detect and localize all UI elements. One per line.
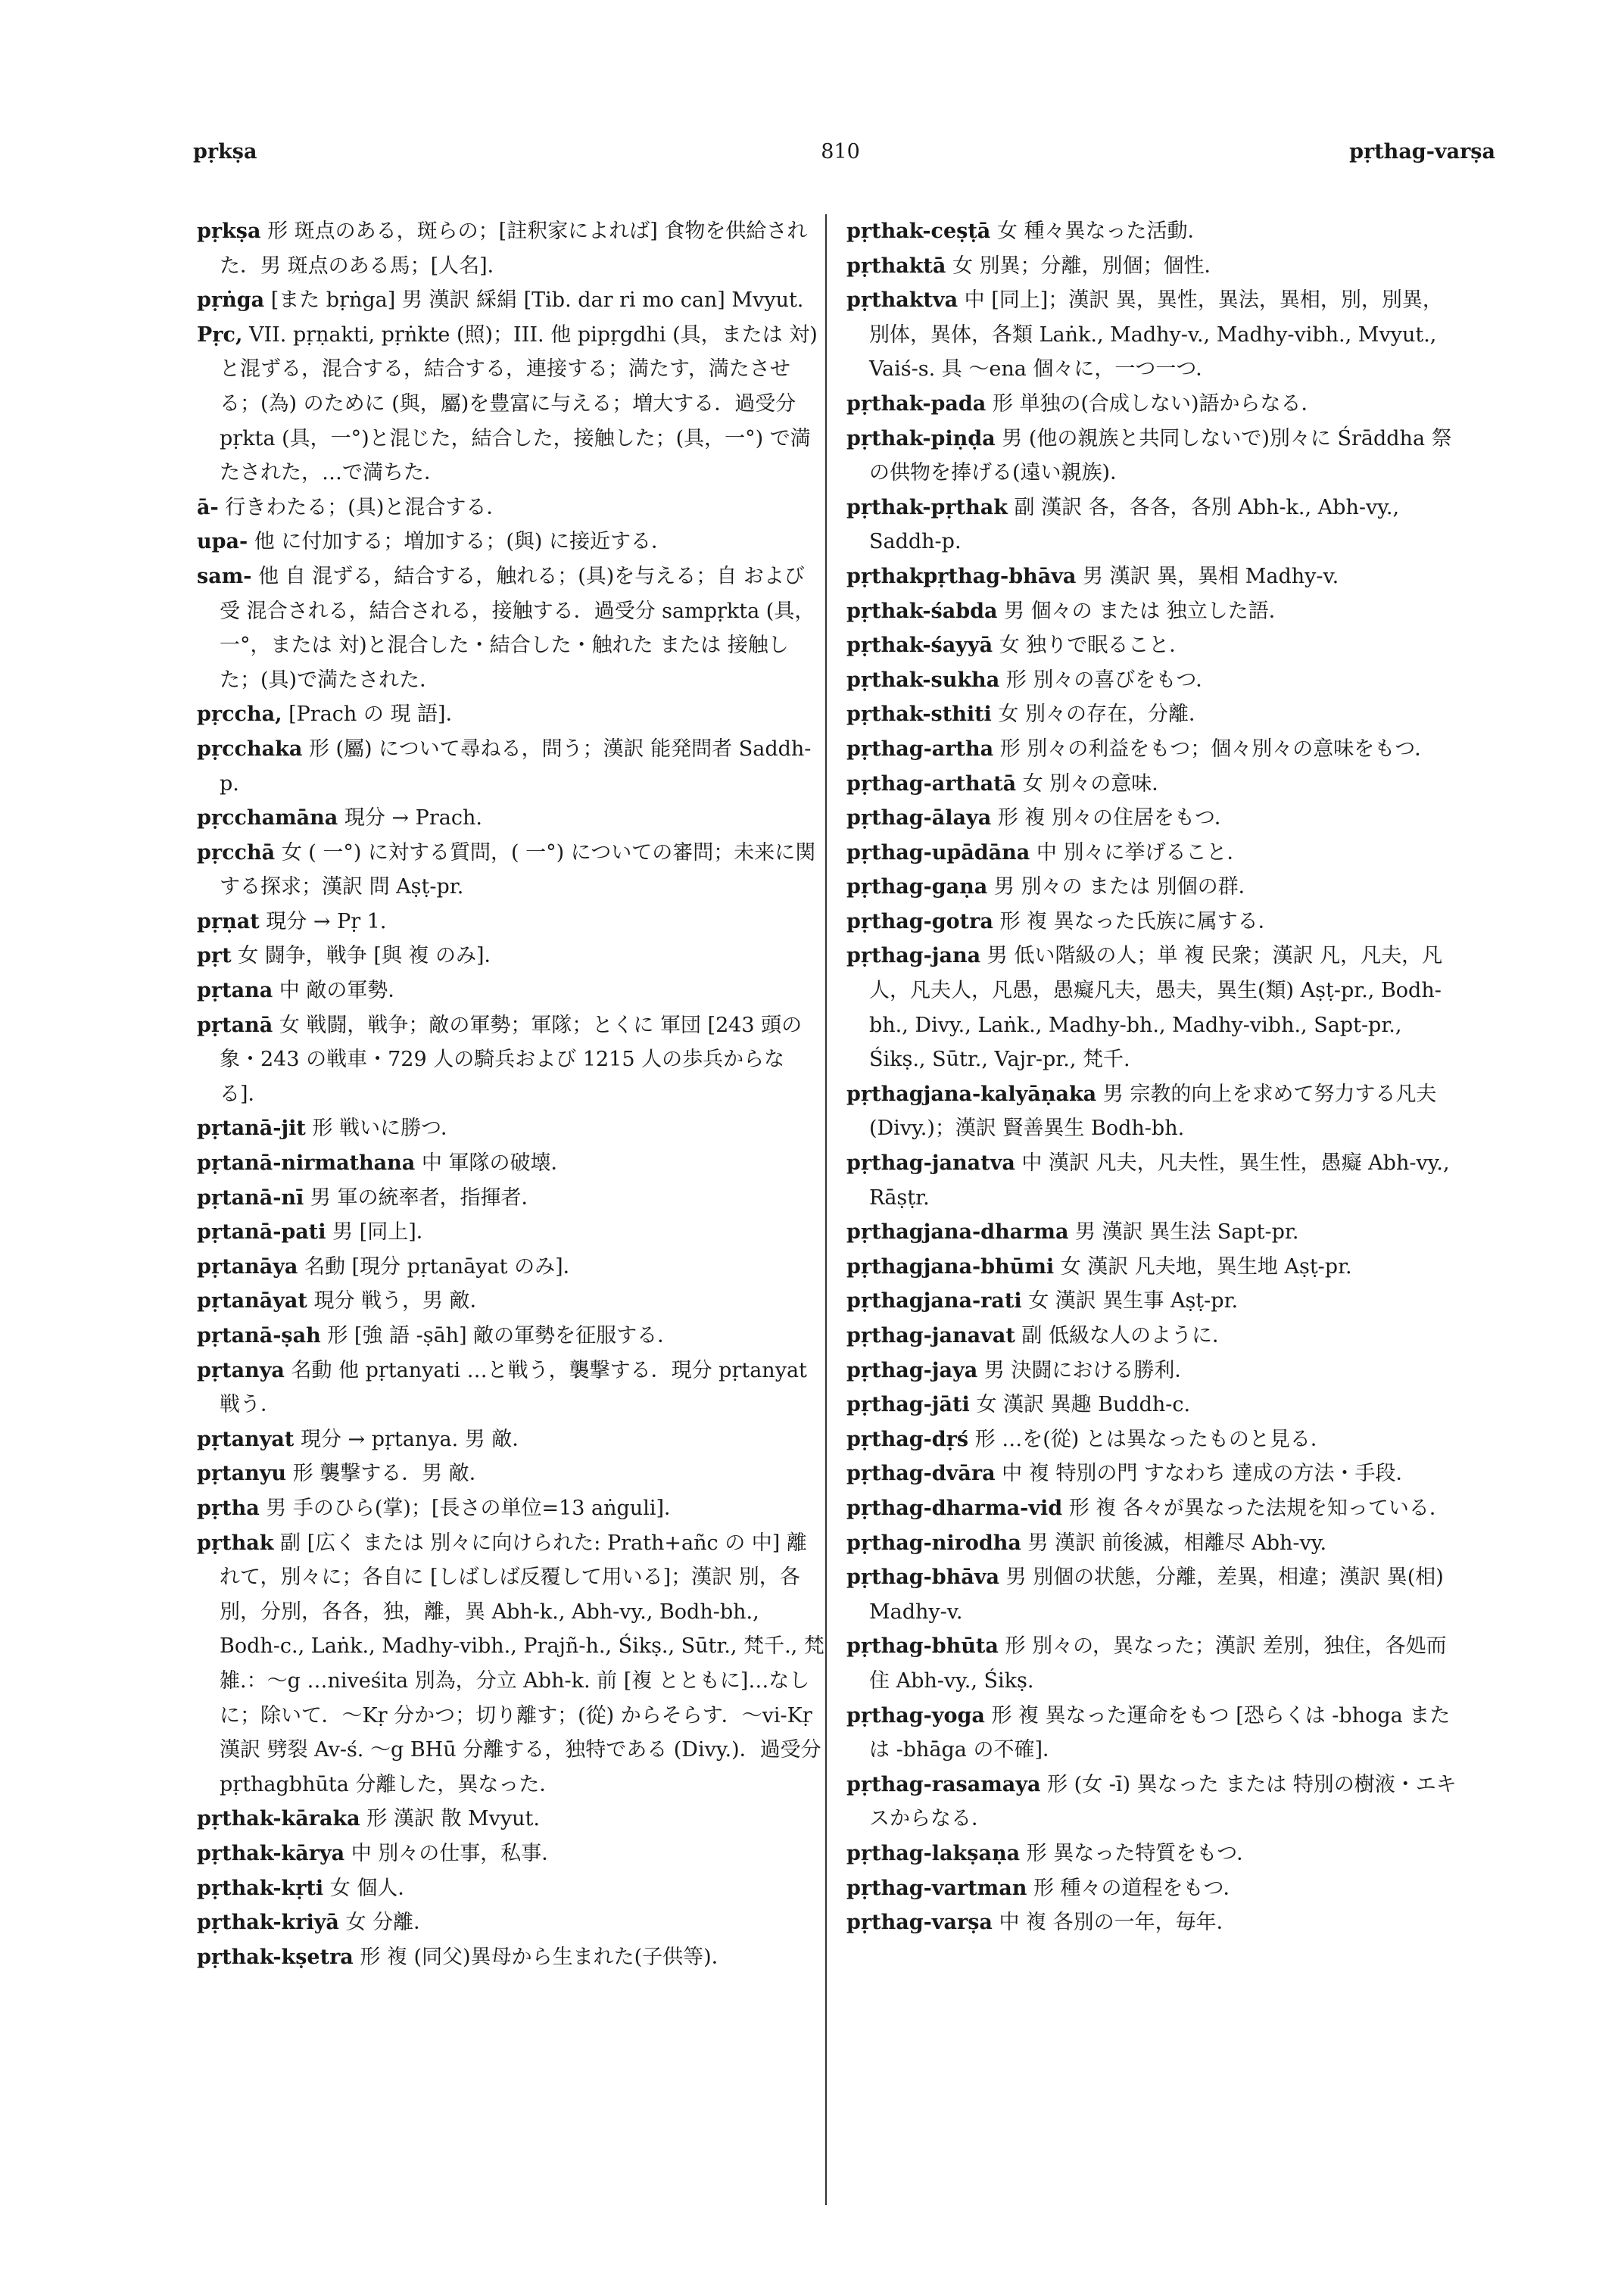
dictionary-entry xyxy=(197,318,825,491)
entry-headword: pṛthag-vartman xyxy=(846,1876,1027,1900)
entry-definition: 中 敵の軍勢． xyxy=(273,979,409,1003)
dictionary-entry xyxy=(197,1284,825,1319)
entry-definition: 形 (女 -ī) 異なった または 特別の樹液・エキスからなる． xyxy=(869,1772,1457,1831)
entry-headword: pṛthag-ālaya xyxy=(846,806,992,830)
header-right-guideword: pṛthag-varṣa xyxy=(1349,140,1495,164)
entry-definition: 中 別々に挙げること． xyxy=(1030,840,1248,865)
entry-definition: 行きわたる；(具)と混合する． xyxy=(218,495,507,519)
entry-definition: 形 別々の喜びをもつ． xyxy=(999,668,1217,692)
dictionary-entry xyxy=(846,1526,1460,1561)
dictionary-entry xyxy=(197,836,825,905)
dictionary-entry xyxy=(846,283,1460,387)
dictionary-entry xyxy=(846,939,1460,1076)
entry-headword: pṛccha, xyxy=(197,703,282,727)
entry-headword: pṛthag-dṛś xyxy=(846,1427,969,1451)
dictionary-entry xyxy=(197,732,825,801)
entry-definition: 男 手のひら(掌)；[長さの単位=13 aṅguli]． xyxy=(259,1496,684,1520)
right-column xyxy=(846,214,1460,1940)
entry-headword: pṛthag-gaṇa xyxy=(846,875,988,899)
entry-headword: pṛthak-piṇḍa xyxy=(846,426,996,450)
dictionary-entry xyxy=(846,1422,1460,1457)
entry-headword: pṛtana xyxy=(197,979,273,1003)
entry-headword: pṛṇat xyxy=(197,909,260,933)
entry-headword: pṛthag-dvāra xyxy=(846,1462,996,1486)
entry-definition: 形 別々の，異なった；漢訳 差別，独住，各処而住 Abh-vy., Śikṣ. xyxy=(869,1634,1447,1693)
entry-headword: pṛthag-rasamaya xyxy=(846,1772,1041,1796)
entry-headword: pṛthak-pada xyxy=(846,391,987,416)
entry-headword: pṛthag-bhūta xyxy=(846,1634,999,1659)
entry-definition: 現分 → Prach. xyxy=(338,806,482,830)
entry-headword: upa- xyxy=(197,530,248,554)
entry-headword: pṛthag-artha xyxy=(846,737,994,761)
entry-headword: pṛthag-arthatā xyxy=(846,771,1017,796)
entry-definition: 男 低い階級の人；単 複 民衆；漢訳 凡，凡夫，凡人，凡夫人，凡愚，愚癡凡夫，愚夫，異生(類) Aṣṭ-pr., Bodh-bh., Divy., Laṅk., Madhy-bh., Madhy-vibh., Sapt-pr., Śikṣ., Sūtr., Vajr-pr., 梵千. xyxy=(869,944,1443,1072)
dictionary-entry xyxy=(197,1491,825,1526)
entry-headword: pṛthaktva xyxy=(846,288,959,313)
dictionary-entry xyxy=(846,1629,1460,1698)
entry-definition: 現分 → pṛtanya. 男 敵． xyxy=(294,1427,533,1451)
dictionary-entry xyxy=(197,1146,825,1181)
dictionary-entry xyxy=(846,732,1460,767)
entry-definition: 中 [同上]；漢訳 異，異性，異法，異相，別，別異，別体，異体，各類 Laṅk., Madhy-v., Madhy-vibh., Mvyut., Vaiś-s. 具 ～ena 個々に，一つ一つ． xyxy=(869,288,1443,382)
dictionary-entry xyxy=(197,801,825,836)
dictionary-entry xyxy=(197,1354,825,1422)
entry-definition: 形 別々の利益をもつ；個々別々の意味をもつ． xyxy=(993,737,1435,761)
entry-definition: 名動 他 pṛtanyati …と戦う，襲撃する．現分 pṛtanyat 戦う． xyxy=(220,1358,807,1417)
entry-headword: pṛthak-kṛti xyxy=(197,1876,324,1900)
dictionary-entry xyxy=(846,1871,1460,1906)
dictionary-entry xyxy=(846,836,1460,871)
entry-headword: pṛthag-upādāna xyxy=(846,840,1030,865)
dictionary-entry xyxy=(846,1837,1460,1871)
entry-headword: pṛthakpṛthag-bhāva xyxy=(846,564,1077,588)
dictionary-entry xyxy=(846,1491,1460,1526)
dictionary-entry xyxy=(846,559,1460,594)
entry-definition: 女 種々異なった活動． xyxy=(990,220,1208,243)
entry-headword: pṛthag-dharma-vid xyxy=(846,1496,1063,1520)
dictionary-entry xyxy=(846,1284,1460,1319)
dictionary-entry xyxy=(197,1422,825,1457)
entry-headword: pṛthag-nirodha xyxy=(846,1531,1021,1555)
entry-definition: 副 漢訳 各，各各，各別 Abh-k., Abh-vy., Saddh-p. xyxy=(869,495,1400,554)
entry-headword: pṛcchā xyxy=(197,840,276,865)
dictionary-entry xyxy=(846,801,1460,836)
dictionary-entry xyxy=(197,1181,825,1216)
entry-definition: 女 分離． xyxy=(338,1911,435,1935)
entry-definition: [また bṛṅga] 男 漢訳 綵絹 [Tib. dar ri mo can] Mvyut. xyxy=(264,288,804,313)
entry-headword: pṛtha xyxy=(197,1496,260,1520)
entry-headword: pṛtanā-nī xyxy=(197,1185,304,1210)
entry-definition: 男 決闘における勝利． xyxy=(977,1358,1195,1382)
entry-definition: 形 複 (同父)異母から生まれた(子供等)． xyxy=(353,1945,732,1969)
entry-headword: pṛtanā-pati xyxy=(197,1220,326,1245)
entry-definition: [Prach の 現 語]． xyxy=(282,703,466,727)
dictionary-entry xyxy=(197,974,825,1008)
entry-definition: 女 独りで眠ること． xyxy=(993,634,1190,658)
entry-headword: pṛthak-kārya xyxy=(197,1841,345,1865)
entry-definition: 女 闘争，戦争 [與 複 のみ]． xyxy=(231,944,505,968)
entry-headword: pṛthak xyxy=(197,1531,274,1555)
entry-definition: 副 [広く または 別々に向けられた: Prath+añc の 中] 離れて，別々に；各自に [しばしば反覆して用いる]；漢訳 別，各別，分別，各各，独，離，異 Abh-k., Abh-vy., Bodh-bh., Bodh-c., Laṅk., Madhy-vibh., Prajñ-h., Śikṣ., Sūtr., 梵千., 梵雑.：～g …niveśita 別為，分立 Abh-k. 前 [複 とともに]…なしに；除いて．～Kṛ 分かつ；切り離す；(從) からそらす．～vi-Kṛ 漢訳 劈裂 Av-ś. ～g BHū 分離する，独特である (Divy.)．過受分 pṛthagbhūta 分離した，異なった． xyxy=(220,1531,824,1796)
entry-definition: 男 個々の または 独立した語． xyxy=(997,599,1289,623)
dictionary-entry xyxy=(197,1871,825,1906)
entry-definition: 形 複 別々の住居をもつ． xyxy=(991,806,1235,830)
dictionary-entry xyxy=(197,1802,825,1837)
dictionary-entry xyxy=(197,491,825,525)
entry-definition: 中 複 特別の門 すなわち 達成の方法・手段． xyxy=(995,1462,1417,1486)
entry-headword: pṛtanā-jit xyxy=(197,1117,306,1141)
entry-definition: 男 宗教的向上を求めて努力する凡夫 (Divy.)；漢訳 賢善異生 Bodh-bh. xyxy=(869,1082,1437,1141)
entry-definition: 形 複 異なった運命をもつ [恐らくは -bhoga または -bhāga の不確]． xyxy=(869,1703,1451,1762)
entry-headword: pṛcchaka xyxy=(197,737,303,761)
entry-definition: 男 別個の状態，分離，差異，相違；漢訳 異(相) Madhy-v. xyxy=(869,1566,1444,1624)
dictionary-entry xyxy=(197,1250,825,1285)
dictionary-entry xyxy=(197,525,825,559)
page-header xyxy=(185,140,1495,178)
dictionary-entry xyxy=(197,1215,825,1250)
entry-headword: ā- xyxy=(197,495,219,519)
dictionary-entry xyxy=(846,387,1460,422)
dictionary-entry xyxy=(197,1111,825,1146)
entry-definition: 女 戦闘，戦争；敵の軍勢；軍隊；とくに 軍団 [243 頭の象・243 の戦車・729 人の騎兵および 1215 人の歩兵からなる]． xyxy=(220,1013,803,1106)
page-number: 810 xyxy=(821,140,860,164)
entry-headword: pṛthak-sukha xyxy=(846,668,1000,692)
dictionary-entry xyxy=(846,1388,1460,1422)
entry-definition: 形 …を(從) とは異なったものと見る． xyxy=(968,1427,1331,1451)
entry-definition: 中 漢訳 凡夫，凡夫性，異生性，愚癡 Abh-vy., Rāṣṭr. xyxy=(869,1151,1450,1210)
entry-definition: 副 低級な人のように． xyxy=(1015,1324,1233,1347)
entry-definition: VII. pṛṇakti, pṛṅkte (照)；III. 他 pipṛgdhi (具，または 対) と混ずる，混合する，結合する，連接する；満たす，満たさせる；(為) のために (與，屬)を豊富に与える；増大する．過受分 pṛkta (具，一°)と混じた，結合した，接触した；(具，一°) で満たされた，…で満ちた． xyxy=(220,322,818,485)
dictionary-entry xyxy=(846,249,1460,284)
entry-headword: pṛkṣa xyxy=(197,220,261,243)
entry-headword: pṛtanyat xyxy=(197,1427,295,1451)
entry-headword: pṛthag-jana xyxy=(846,944,981,968)
entry-definition: 女 別異；分離，別個；個性． xyxy=(946,254,1225,278)
dictionary-entry xyxy=(846,663,1460,698)
entry-headword: pṛthak-kāraka xyxy=(197,1807,360,1831)
dictionary-entry xyxy=(846,422,1460,491)
dictionary-entry xyxy=(846,1699,1460,1768)
entry-headword: pṛthak-śayyā xyxy=(846,634,993,658)
entry-definition: 現分 戦う，男 敵． xyxy=(307,1289,491,1313)
dictionary-entry xyxy=(846,1905,1460,1940)
dictionary-entry xyxy=(846,1146,1460,1215)
dictionary-entry xyxy=(197,1526,825,1802)
entry-headword: pṛthak-pṛthak xyxy=(846,495,1008,519)
entry-definition: 形 種々の道程をもつ． xyxy=(1027,1876,1244,1900)
dictionary-entry xyxy=(846,1250,1460,1285)
entry-headword: pṛtanā xyxy=(197,1013,273,1037)
dictionary-entry xyxy=(197,1837,825,1871)
entry-definition: 女 別々の存在，分離． xyxy=(991,703,1209,727)
entry-headword: sam- xyxy=(197,564,252,588)
dictionary-entry xyxy=(197,939,825,974)
entry-definition: 形 [強 語 -ṣāh] 敵の軍勢を征服する． xyxy=(320,1324,678,1347)
dictionary-entry xyxy=(846,491,1460,559)
entry-definition: 男 別々の または 別個の群． xyxy=(987,875,1259,899)
entry-headword: pṛthak-kṣetra xyxy=(197,1945,354,1969)
entry-headword: pṛtanya xyxy=(197,1358,285,1382)
entry-definition: 女 個人． xyxy=(323,1876,419,1900)
entry-headword: pṛthag-janavat xyxy=(846,1324,1015,1347)
dictionary-entry xyxy=(197,559,825,697)
dictionary-entry xyxy=(846,1319,1460,1354)
entry-headword: pṛthagjana-dharma xyxy=(846,1220,1069,1245)
dictionary-entry xyxy=(846,870,1460,905)
entry-definition: 男 漢訳 前後滅，相離尽 Abh-vy. xyxy=(1021,1531,1327,1555)
entry-headword: Pṛc, xyxy=(197,322,243,347)
entry-headword: pṛthag-yoga xyxy=(846,1703,985,1728)
entry-definition: 他 自 混ずる，結合する，触れる；(具)を与える；自 および 受 混合される，結合される，接触する．過受分 sampṛkta (具，一°，または 対)と混合した・結合した・触れた または 接触した；(具)で満たされた． xyxy=(220,564,815,692)
entry-headword: pṛtanāyat xyxy=(197,1289,307,1313)
entry-headword: pṛcchamāna xyxy=(197,806,338,830)
dictionary-entry xyxy=(846,628,1460,663)
dictionary-entry xyxy=(197,1008,825,1112)
entry-headword: pṛthaktā xyxy=(846,254,946,278)
entry-definition: 形 戦いに勝つ． xyxy=(305,1117,461,1141)
dictionary-entry xyxy=(846,1215,1460,1250)
entry-definition: 中 複 各別の一年，毎年． xyxy=(992,1911,1237,1935)
dictionary-entry xyxy=(197,283,825,318)
entry-headword: pṛtanyu xyxy=(197,1462,287,1486)
left-column xyxy=(197,214,825,1974)
entry-headword: pṛthag-bhāva xyxy=(846,1566,999,1590)
dictionary-entry xyxy=(846,1354,1460,1388)
dictionary-entry xyxy=(197,697,825,732)
dictionary-entry xyxy=(197,1319,825,1354)
entry-definition: 形 異なった特質をもつ． xyxy=(1020,1841,1258,1865)
entry-definition: 形 漢訳 散 Mvyut. xyxy=(360,1807,540,1831)
entry-definition: 女 漢訳 異生事 Aṣṭ-pr. xyxy=(1021,1289,1239,1313)
entry-definition: 形 (屬) について尋ねる，問う；漢訳 能発問者 Saddh-p. xyxy=(220,737,812,796)
dictionary-entry xyxy=(197,905,825,939)
entry-definition: 名動 [現分 pṛtanāyat のみ]． xyxy=(298,1254,584,1279)
entry-definition: 形 複 異なった氏族に属する． xyxy=(993,909,1279,933)
dictionary-entry xyxy=(846,905,1460,939)
entry-headword: pṛtanā-nirmathana xyxy=(197,1151,416,1176)
dictionary-entry xyxy=(846,697,1460,732)
dictionary-entry xyxy=(846,594,1460,629)
dictionary-entry xyxy=(197,1905,825,1940)
dictionary-entry xyxy=(846,767,1460,802)
dictionary-entry xyxy=(197,1940,825,1975)
dictionary-entry xyxy=(846,214,1460,249)
entry-definition: 形 襲撃する．男 敵． xyxy=(286,1462,490,1486)
dictionary-entry xyxy=(846,1077,1460,1146)
dictionary-entry xyxy=(197,214,825,283)
entry-headword: pṛthagjana-rati xyxy=(846,1289,1022,1313)
dictionary-entry xyxy=(197,1456,825,1491)
entry-headword: pṛthak-kriyā xyxy=(197,1911,339,1935)
entry-definition: 現分 → Pṛ 1. xyxy=(259,909,387,933)
entry-definition: 中 別々の仕事，私事． xyxy=(344,1841,563,1865)
dictionary-entry xyxy=(846,1456,1460,1491)
entry-definition: 中 軍隊の破壊． xyxy=(415,1151,572,1176)
entry-headword: pṛtanā-ṣah xyxy=(197,1324,321,1347)
entry-headword: pṛthagjana-bhūmi xyxy=(846,1254,1055,1279)
entry-definition: 形 複 各々が異なった法規を知っている． xyxy=(1062,1496,1450,1520)
entry-headword: pṛṅga xyxy=(197,288,265,313)
entry-headword: pṛtanāya xyxy=(197,1254,298,1279)
entry-headword: pṛthag-jaya xyxy=(846,1358,978,1382)
entry-headword: pṛthak-śabda xyxy=(846,599,998,623)
entry-headword: pṛthag-janatva xyxy=(846,1151,1015,1176)
entry-definition: 女 漢訳 凡夫地，異生地 Aṣṭ-pr. xyxy=(1054,1254,1352,1279)
entry-headword: pṛthag-lakṣaṇa xyxy=(846,1841,1021,1865)
entry-headword: pṛthag-varṣa xyxy=(846,1911,993,1935)
dictionary-entry xyxy=(846,1768,1460,1837)
entry-definition: 他 に付加する；増加する；(與) に接近する． xyxy=(248,530,672,554)
entry-definition: 女 別々の意味． xyxy=(1016,771,1173,796)
entry-definition: 男 [同上]． xyxy=(326,1220,437,1245)
entry-headword: pṛt xyxy=(197,944,232,968)
entry-headword: pṛthak-sthiti xyxy=(846,703,992,727)
entry-definition: 男 漢訳 異生法 Sapt-pr. xyxy=(1068,1220,1299,1245)
header-left-guideword: pṛkṣa xyxy=(193,140,257,164)
entry-headword: pṛthagjana-kalyāṇaka xyxy=(846,1082,1097,1106)
entry-definition: 女 ( 一°) に対する質問，( 一°) についての審問；未来に関する探求；漢訳 問 Aṣṭ-pr. xyxy=(220,840,816,899)
entry-definition: 男 (他の親族と共同しないで)別々に Śrāddha 祭の供物を捧げる(遠い親族)． xyxy=(869,426,1452,485)
entry-headword: pṛthag-jāti xyxy=(846,1393,970,1417)
dictionary-entry xyxy=(846,1560,1460,1629)
entry-headword: pṛthag-gotra xyxy=(846,909,993,933)
entry-definition: 男 漢訳 異，異相 Madhy-v. xyxy=(1076,564,1339,588)
entry-definition: 男 軍の統率者，指揮者． xyxy=(304,1185,542,1210)
entry-definition: 女 漢訳 異趣 Buddh-c. xyxy=(969,1393,1191,1417)
entry-definition: 形 斑点のある，斑らの；[註釈家によれば] 食物を供給された．男 斑点のある馬；[人名]． xyxy=(220,220,808,278)
entry-definition: 形 単独の(合成しない)語からなる． xyxy=(986,391,1322,416)
entry-headword: pṛthak-ceṣṭā xyxy=(846,220,991,243)
column-divider xyxy=(825,214,827,2205)
